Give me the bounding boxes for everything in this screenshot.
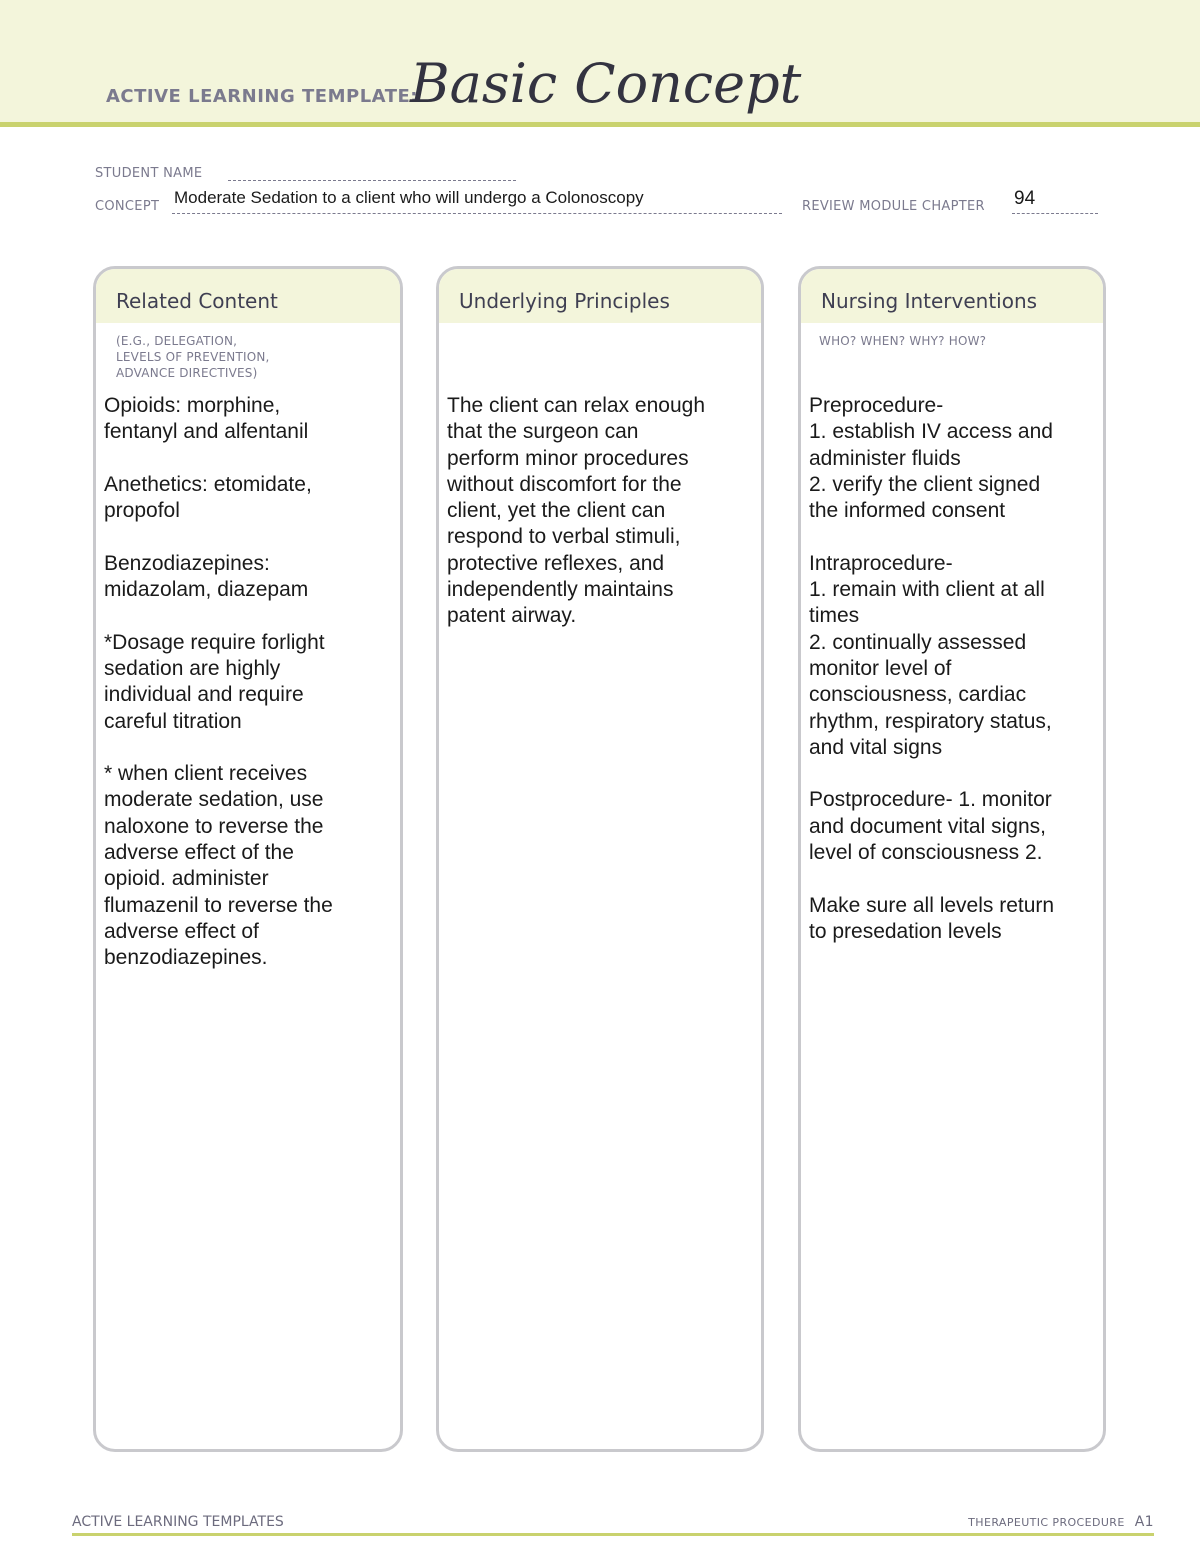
student-name-label: STUDENT NAME — [95, 166, 203, 181]
nursing-interventions-text[interactable]: Preprocedure- 1. establish IV access and administer fluids 2. verify the client signed the informed consent Intraprocedure- 1. remain with client at all times 2. continually assessed monitor level of consciousness, cardiac rhythm, respiratory status, and vital signs Postprocedure- 1. monitor and document vital signs, level of consciousness 2. Make sure all levels return to presedation levels — [809, 394, 1055, 943]
related-content-text[interactable]: Opioids: morphine, fentanyl and alfentanil Anethetics: etomidate, propofol Benzodiazepines: midazolam, diazepam *Dosage require forlight sedation are highly individual and require careful titration * when client receives moderate sedation, use naloxone to reverse the adverse effect of the opioid. administer flumazenil to reverse the adverse effect of benzodiazepines. — [104, 394, 333, 970]
chapter-label: REVIEW MODULE CHAPTER — [802, 199, 985, 214]
template-title: Basic Concept — [410, 52, 802, 115]
footer-left-label: ACTIVE LEARNING TEMPLATES — [72, 1514, 284, 1530]
template-label: ACTIVE LEARNING TEMPLATE: — [106, 86, 418, 107]
footer-rule — [72, 1533, 1154, 1536]
related-content-title: Related Content — [116, 289, 278, 313]
concept-line — [172, 213, 782, 214]
concept-field[interactable]: Moderate Sedation to a client who will undergo a Colonoscopy — [174, 188, 644, 207]
concept-label: CONCEPT — [95, 199, 160, 214]
underlying-principles-title: Underlying Principles — [459, 289, 670, 313]
related-content-subtitle: (E.G., DELEGATION, LEVELS OF PREVENTION, ADVANCE DIRECTIVES) — [116, 334, 270, 380]
nursing-interventions-subtitle: WHO? WHEN? WHY? HOW? — [819, 334, 987, 348]
page-id: A1 — [1134, 1514, 1154, 1530]
underlying-principles-panel — [436, 266, 764, 1452]
related-content-panel — [93, 266, 403, 1452]
nursing-interventions-panel — [798, 266, 1106, 1452]
chapter-field[interactable]: 94 — [1014, 188, 1036, 209]
footer-right-label: THERAPEUTIC PROCEDURE — [968, 1516, 1125, 1529]
footer-right — [968, 1514, 1154, 1530]
chapter-line — [1012, 213, 1098, 214]
nursing-interventions-title: Nursing Interventions — [821, 289, 1038, 313]
student-name-line — [228, 180, 516, 181]
underlying-principles-text[interactable]: The client can relax enough that the surgeon can perform minor procedures without discomfort for the client, yet the client can respond to verbal stimuli, protective reflexes, and independently maintains patent airway. — [447, 394, 705, 628]
header-rule — [0, 122, 1200, 127]
